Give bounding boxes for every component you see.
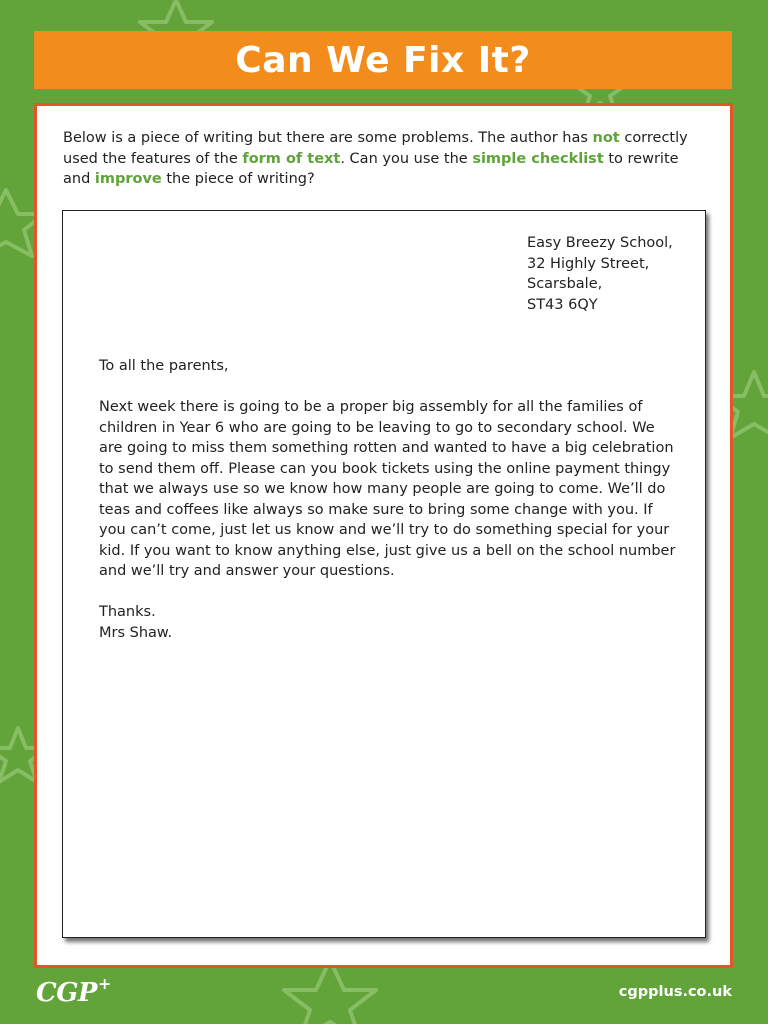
letter-greeting: To all the parents, bbox=[99, 358, 229, 374]
cgp-logo bbox=[36, 974, 111, 1008]
logo-text: CGP bbox=[36, 978, 97, 1008]
intro-highlight-improve: improve bbox=[94, 171, 162, 187]
intro-text: Below is a piece of writing but there are some problems. The author has bbox=[63, 130, 593, 146]
logo-plus: + bbox=[97, 974, 111, 993]
intro-highlight-simple-checklist: simple checklist bbox=[472, 150, 604, 167]
address-line: Scarsbale, bbox=[527, 276, 603, 292]
address-line: 32 Highly Street, bbox=[527, 255, 650, 272]
content-panel bbox=[34, 103, 733, 968]
letter-paper bbox=[62, 210, 706, 938]
intro-highlight-not: not bbox=[592, 130, 620, 146]
page-title: Can We Fix It? bbox=[235, 39, 531, 81]
address-line: Easy Breezy School, bbox=[527, 235, 673, 251]
intro-text: the piece of writing? bbox=[161, 171, 315, 187]
instructions bbox=[63, 128, 703, 190]
letter-content bbox=[99, 356, 679, 643]
star-decoration bbox=[284, 960, 376, 1024]
intro-text: . Can you use the bbox=[340, 150, 473, 167]
address-line: ST43 6QY bbox=[527, 296, 598, 313]
intro-highlight-form-of-text: form of text bbox=[242, 150, 341, 167]
letter-body: Next week there is going to be a proper big assembly for all the families of children in Year 6 who are going to be leaving to go to secondary school. We are going to miss them something rotten and wanted to have a big celebration to send them off. Please can you book tickets using the online payment thingy that we always use so we know how many people are going to come. We’ll do teas and coffees like always so make sure to bring some change with you. If you can’t come, just let us know and we’ll try to do something special for your kid. If you want to know anything else, just give us a bell on the school number and we’ll try and answer your questions. bbox=[99, 399, 676, 579]
letter-signature: Mrs Shaw. bbox=[99, 624, 173, 641]
letter-signoff: Thanks. bbox=[99, 604, 156, 620]
letter-address bbox=[527, 233, 673, 315]
intro-text: correctly used the features of the bbox=[63, 130, 688, 167]
intro-text: to rewrite and bbox=[63, 150, 679, 187]
title-bar bbox=[34, 31, 732, 89]
website-url: cgpplus.co.uk bbox=[618, 984, 732, 1000]
